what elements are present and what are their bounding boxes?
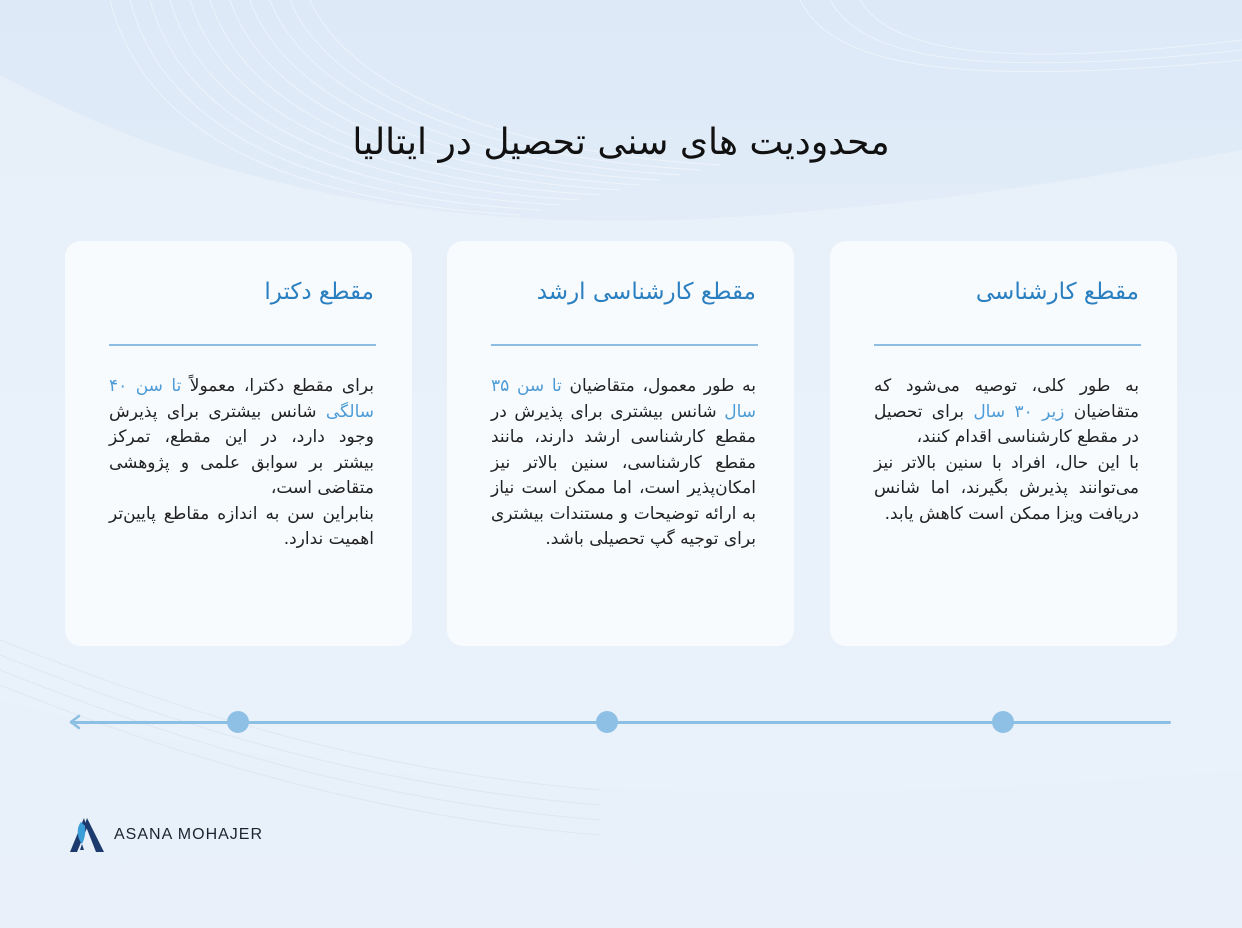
paragraph [491, 374, 756, 553]
age-highlight: تا سن ۴۰ سالگی [109, 376, 374, 422]
asana-bird-logo-icon [68, 816, 106, 854]
paragraph [109, 374, 374, 502]
timeline-marker-phd [227, 711, 249, 733]
text: برای تحصیل در مقطع کارشناسی اقدام کنند، [874, 401, 1139, 447]
brand-logo [68, 815, 263, 855]
paragraph [874, 374, 1139, 451]
text: به طور معمول، متقاضیان [561, 376, 757, 396]
text: با این حال، افراد با سنین بالاتر نیز می‌توانند پذیرش بگیرند، اما شانس دریافت ویزا ممکن است کاهش یابد. [874, 452, 1139, 524]
paragraph [874, 451, 1139, 528]
timeline-marker-bachelor [992, 711, 1014, 733]
card-title: مقطع کارشناسی ارشد [536, 279, 756, 305]
card-body [874, 374, 1139, 527]
card-masters [447, 241, 794, 646]
divider [109, 344, 376, 346]
divider [491, 344, 758, 346]
age-highlight: تا سن ۳۵ سال [491, 376, 756, 422]
text: برای مقطع دکترا، معمولاً [181, 376, 374, 396]
age-highlight: زیر ۳۰ سال [973, 401, 1065, 422]
arrow-left-icon [68, 714, 82, 730]
card-title: مقطع دکترا [264, 279, 374, 305]
timeline-marker-masters [596, 711, 618, 733]
card-body [491, 374, 756, 553]
paragraph [109, 502, 374, 553]
text: بنابراین سن به اندازه مقاطع پایین‌تر اهمیت ندارد. [109, 503, 374, 549]
divider [874, 344, 1141, 346]
page-title: محدودیت های سنی تحصیل در ایتالیا [352, 122, 890, 163]
card-title: مقطع کارشناسی [975, 279, 1139, 305]
text: شانس بیشتری برای پذیرش وجود دارد، در این مقطع، تمرکز بیشتر بر سوابق علمی و پژوهشی متقاضی است، [109, 401, 374, 498]
card-bachelor [830, 241, 1177, 646]
card-body [109, 374, 374, 553]
brand-name: ASANA MOHAJER [114, 826, 264, 843]
text: شانس بیشتری برای پذیرش در مقطع کارشناسی ارشد دارند، مانند مقطع کارشناسی، سنین بالاتر نیز امکان‌پذیر است، اما ممکن است نیاز به ارائه توضیحات و مستندات بیشتری برای توجیه گپ تحصیلی باشد. [491, 401, 756, 549]
text: به طور کلی، توصیه می‌شود که متقاضیان [874, 376, 1140, 422]
card-phd [65, 241, 412, 646]
